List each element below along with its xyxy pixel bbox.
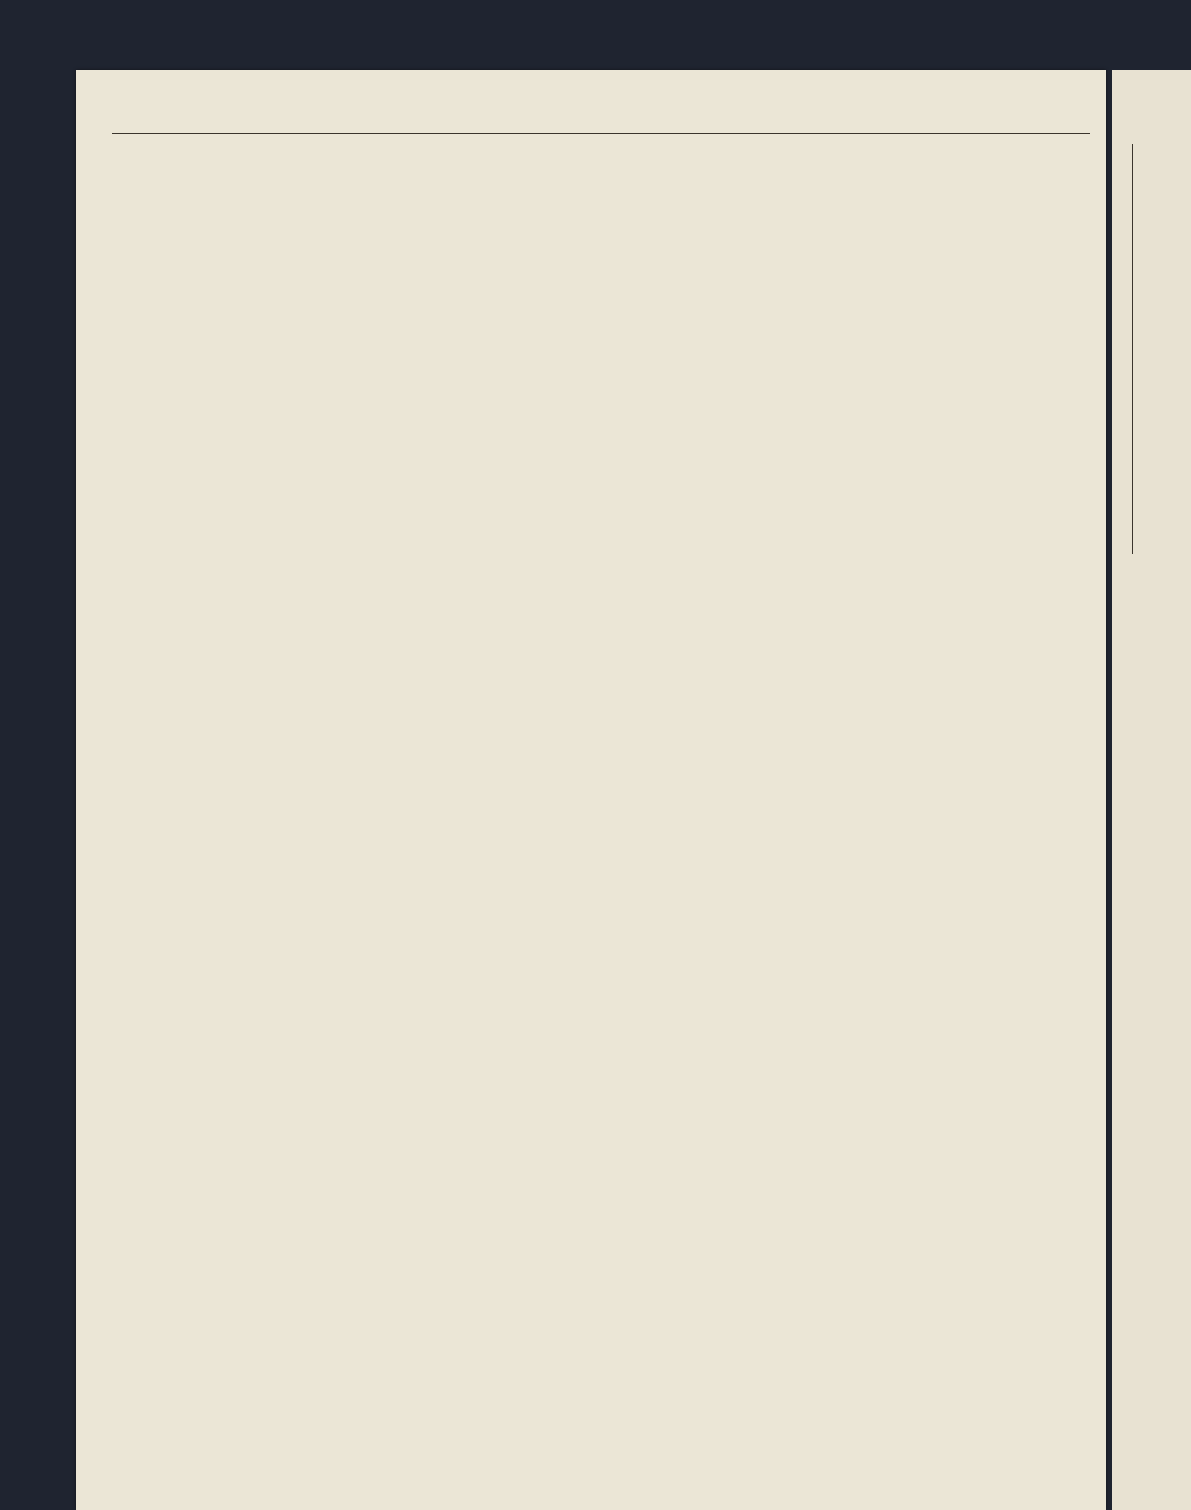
adjacent-page — [1112, 70, 1191, 1510]
header-rule — [112, 133, 1090, 134]
ledger-page — [76, 70, 1106, 1510]
adjacent-rule — [1132, 144, 1133, 554]
